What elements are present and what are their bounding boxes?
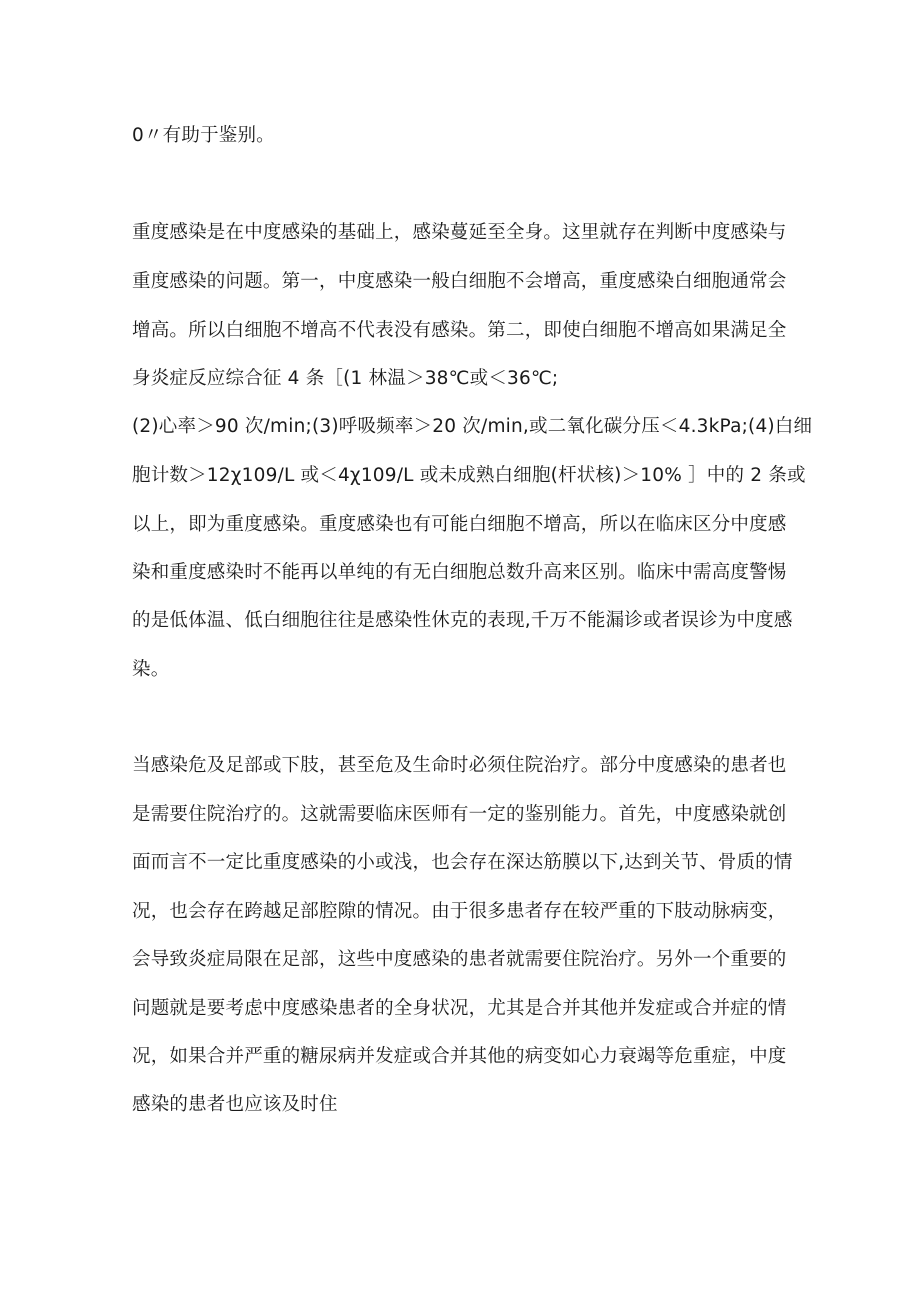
text-line: 重度感染是在中度感染的基础上，感染蔓延至全身。这里就存在判断中度感染与 [132, 222, 787, 243]
text-line: 感染的患者也应该及时住 [132, 1094, 338, 1115]
text-line: 身炎症反应综合征 4 条［(1 林温＞38℃或＜36℃; [132, 368, 559, 389]
text-line: 以上，即为重度感染。重度感染也有可能白细胞不增高，所以在临床区分中度感 [132, 514, 787, 535]
text-line: 问题就是要考虑中度感染患者的全身状况，尤其是合并其他并发症或合并症的情 [132, 998, 787, 1019]
text-line: (2)心率＞90 次/min;(3)呼吸频率＞20 次/min,或二氧化碳分压＜4.3kPa;(4)白细 [132, 416, 813, 437]
text-line: 染和重度感染时不能再以单纯的有无白细胞总数升高来区别。临床中需高度警惕 [132, 562, 787, 583]
text-line: 的是低体温、低白细胞往往是感染性休克的表现,千万不能漏诊或者误诊为中度感 [132, 610, 793, 631]
text-line: 况，如果合并严重的糖尿病并发症或合并其他的病变如心力衰竭等危重症，中度 [132, 1046, 787, 1067]
text-line: 胞计数＞12χ109/L 或＜4χ109/L 或未成熟白细胞(杆状核)＞10% ］中的 2 条或 [132, 465, 806, 486]
text-line: 是需要住院治疗的。这就需要临床医师有一定的鉴别能力。首先，中度感染就创 [132, 804, 787, 825]
text-line: 增高。所以白细胞不增高不代表没有感染。第二，即使白细胞不增高如果满足全 [132, 320, 787, 341]
text-line: 面而言不一定比重度感染的小或浅，也会存在深达筋膜以下,达到关节、骨质的情 [132, 852, 793, 873]
text-line: 况，也会存在跨越足部腔隙的情况。由于很多患者存在较严重的下肢动脉病变， [132, 901, 787, 922]
text-line: 0〃有助于鉴别。 [132, 125, 275, 146]
text-line: 当感染危及足部或下肢，甚至危及生命时必须住院治疗。部分中度感染的患者也 [132, 755, 787, 776]
text-line: 会导致炎症局限在足部，这些中度感染的患者就需要住院治疗。另外一个重要的 [132, 949, 787, 970]
text-line: 重度感染的问题。第一，中度感染一般白细胞不会增高，重度感染白细胞通常会 [132, 271, 787, 292]
text-line: 染。 [132, 659, 170, 680]
